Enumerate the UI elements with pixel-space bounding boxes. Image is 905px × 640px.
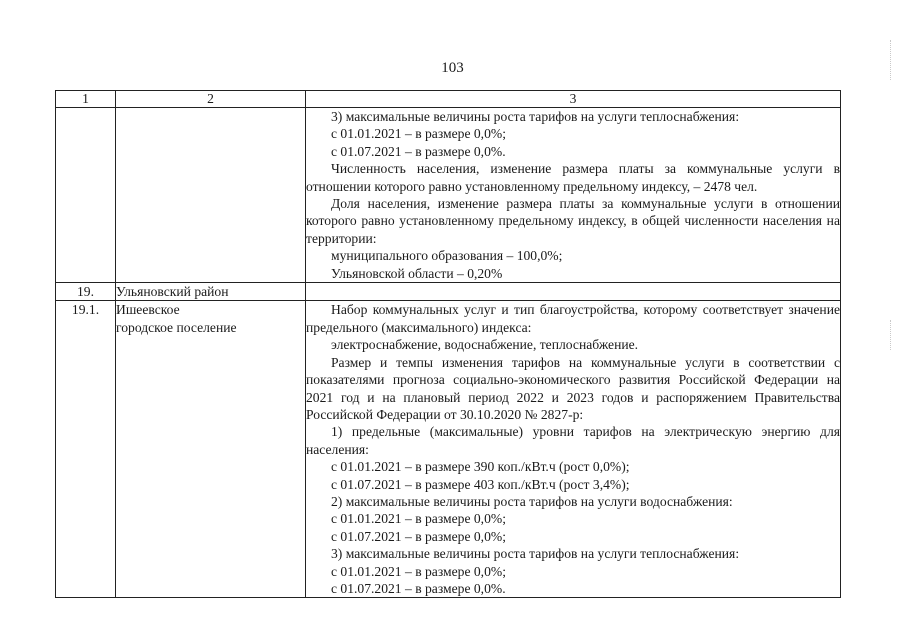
water-tariff-jul: с 01.07.2021 – в размере 0,0%; [331,528,506,544]
electric-tariff-jan: с 01.01.2021 – в размере 390 коп./кВт.ч (рост 0,0%); [331,459,630,475]
row-content-cell [306,108,841,283]
heat-tariff-jan-2: с 01.01.2021 – в размере 0,0%; [331,563,506,579]
heat-tariff-heading: 3) максимальные величины роста тарифов на услуги теплоснабжения: [331,109,740,124]
services-set-paragraph: Набор коммунальных услуг и тип благоустройства, которому соответствует значение предельного (максимального) индекса: [306,302,840,335]
tariff-table [55,90,841,598]
table-row-continuation [56,108,841,283]
population-paragraph: Численность населения, изменение размера платы за коммунальные услуги в отношении которого равно установленному предельному индексу, – 2478 чел. [306,161,840,194]
scan-margin-mark [890,40,893,80]
table-row-settlement [56,301,841,598]
table-row-district [56,283,841,301]
column-header-1: 1 [56,91,116,108]
row-name-cell [116,108,306,283]
scan-margin-mark [890,320,893,350]
heat-tariff-jul: с 01.07.2021 – в размере 0,0%. [331,143,506,159]
share-region: Ульяновской области – 0,20% [331,265,503,281]
electric-paragraph: 1) предельные (максимальные) уровни тарифов на электрическую энергию для населения: [306,424,840,457]
heat-tariff-heading-2: 3) максимальные величины роста тарифов на услуги теплоснабжения: [331,546,740,562]
water-tariff-jan: с 01.01.2021 – в размере 0,0%; [331,511,506,527]
settlement-name-cell [116,301,306,598]
share-municipal: муниципального образования – 100,0%; [331,248,563,264]
settlement-number: 19.1. [56,301,116,598]
row-number-cell [56,108,116,283]
settlement-name-line2: городское поселение [116,319,237,335]
page-number: 103 [441,60,464,76]
table-header-row [56,91,841,108]
water-tariff-heading: 2) максимальные величины роста тарифов на услуги водоснабжения: [331,493,733,509]
settlement-name-line1: Ишеевское [116,302,180,318]
electric-tariff-jul: с 01.07.2021 – в размере 403 коп./кВт.ч (рост 3,4%); [331,476,630,492]
services-set-line: электроснабжение, водоснабжение, теплоснабжение. [331,337,639,353]
heat-tariff-jul-2: с 01.07.2021 – в размере 0,0%. [331,580,506,596]
settlement-content-cell [306,301,841,598]
district-number: 19. [56,283,116,301]
heat-tariff-jan: с 01.01.2021 – в размере 0,0%; [331,126,506,142]
column-header-2: 2 [116,91,306,108]
share-paragraph: Доля населения, изменение размера платы за коммунальные услуги в отношении которого равно установленному предельному индексу, в общей численности населения на территории: [306,196,840,246]
rates-paragraph: Размер и темпы изменения тарифов на коммунальные услуги в соответствии с показателями прогноза социально-экономического развития Российской Федерации на 2021 год и на плановый период 2022 и 2023 годов и распоряжением Правительства Российской Федерации от 30.10.2020 № 2827-р: [306,354,840,422]
column-header-3: 3 [306,91,841,108]
district-content-cell [306,283,841,301]
district-name: Ульяновский район [116,283,306,301]
